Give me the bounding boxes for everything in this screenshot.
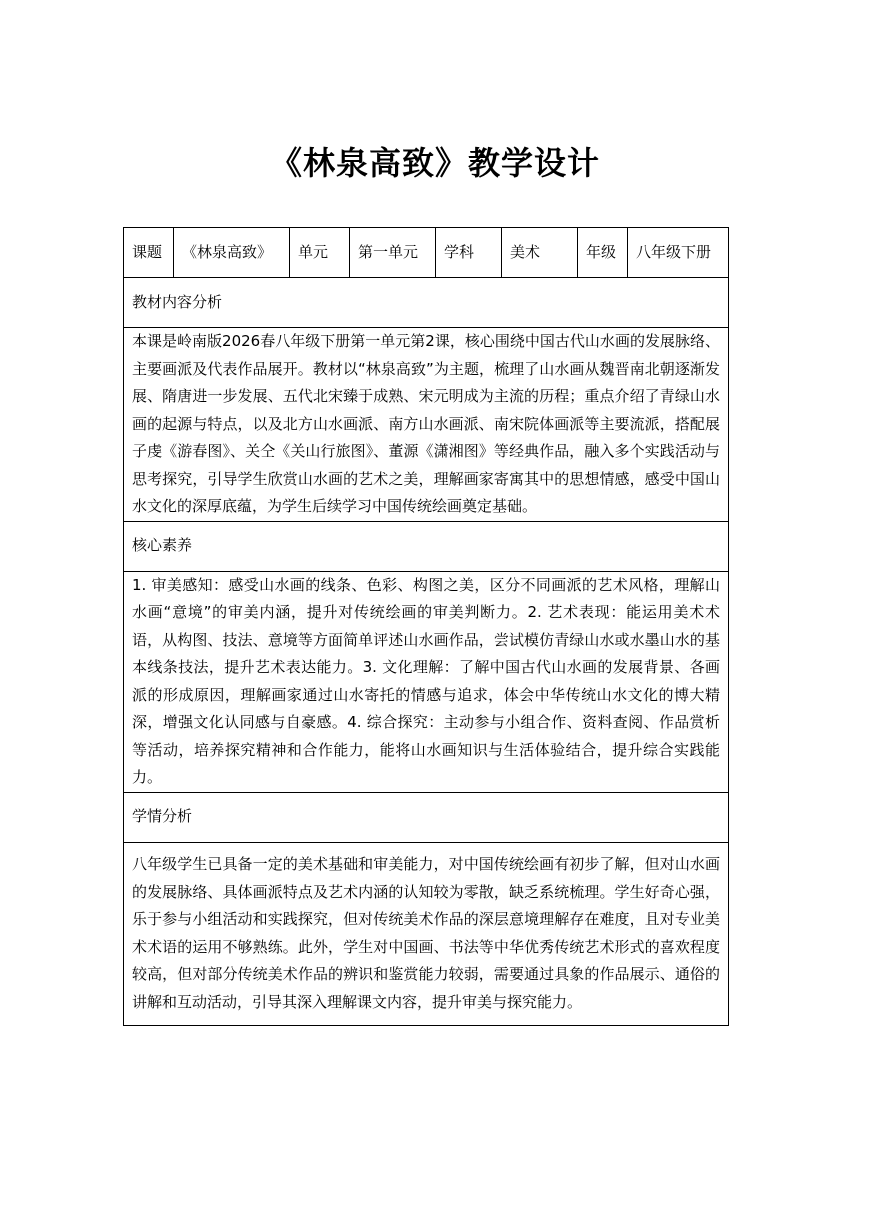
page-title: 《林泉高致》教学设计 xyxy=(269,144,600,182)
section-body-row xyxy=(124,571,729,792)
meta-label-topic: 课题 xyxy=(124,228,174,278)
section-body-material: 本课是岭南版2026春八年级下册第一单元第2课，核心围绕中国古代山水画的发展脉络、主要画派及代表作品展开。教材以“林泉高致”为主题，梳理了山水画从魏晋南北朝逐渐发展、隋唐进一步发展、五代北宋臻于成熟、宋元明成为主流的历程；重点介绍了青绿山水画的起源与特点，以及北方山水画派、南方山水画派、南宋院体画派等主要流派，搭配展子虔《游春图》、关仝《关山行旅图》、董源《潇湘图》等经典作品，融入多个实践活动与思考探究，引导学生欣赏山水画的艺术之美，理解画家寄寓其中的思想情感，感受中国山水文化的深厚底蕴，为学生后续学习中国传统绘画奠定基础。 xyxy=(124,328,729,522)
section-body-students: 八年级学生已具备一定的美术基础和审美能力，对中国传统绘画有初步了解，但对山水画的发展脉络、具体画派特点及艺术内涵的认知较为零散，缺乏系统梳理。学生好奇心强，乐于参与小组活动和实践探究，但对传统美术作品的深层意境理解存在难度，且对专业美术术语的运用不够熟练。此外，学生对中国画、书法等中华优秀传统艺术形式的喜欢程度较高，但对部分传统美术作品的辨识和鉴赏能力较弱，需要通过具象的作品展示、通俗的讲解和互动活动，引导其深入理解课文内容，提升审美与探究能力。 xyxy=(124,842,729,1025)
meta-value-unit: 第一单元 xyxy=(350,228,436,278)
meta-label-subject: 学科 xyxy=(436,228,502,278)
section-body-row xyxy=(124,328,729,522)
section-heading-material: 教材内容分析 xyxy=(124,278,729,328)
section-heading-row xyxy=(124,278,729,328)
section-heading-literacy: 核心素养 xyxy=(124,521,729,571)
section-body-literacy: 1. 审美感知：感受山水画的线条、色彩、构图之美，区分不同画派的艺术风格，理解山水画“意境”的审美内涵，提升对传统绘画的审美判断力。2. 艺术表现：能运用美术术语，从构图、技法、意境等方面简单评述山水画作品，尝试模仿青绿山水或水墨山水的基本线条技法，提升艺术表达能力。3. 文化理解：了解中国古代山水画的发展背景、各画派的形成原因，理解画家通过山水寄托的情感与追求，体会中华传统山水文化的博大精深，增强文化认同感与自豪感。4. 综合探究：主动参与小组合作、资料查阅、作品赏析等活动，培养探究精神和合作能力，能将山水画知识与生活体验结合，提升综合实践能力。 xyxy=(124,571,729,792)
section-heading-row xyxy=(124,521,729,571)
meta-value-grade: 八年级下册 xyxy=(628,228,729,278)
meta-value-topic: 《林泉高致》 xyxy=(174,228,290,278)
section-heading-row xyxy=(124,792,729,842)
meta-label-grade: 年级 xyxy=(578,228,628,278)
lesson-table xyxy=(123,227,729,1026)
meta-row xyxy=(124,228,729,278)
meta-label-unit: 单元 xyxy=(290,228,350,278)
section-heading-students: 学情分析 xyxy=(124,792,729,842)
section-body-row xyxy=(124,842,729,1025)
meta-value-subject: 美术 xyxy=(502,228,578,278)
